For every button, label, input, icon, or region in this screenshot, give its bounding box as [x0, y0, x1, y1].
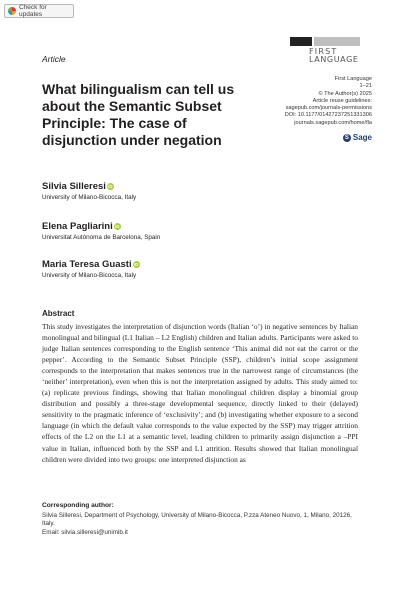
page-range: 1–21	[359, 83, 372, 90]
article-title: What bilingualism can tell us about the Semantic Subset Principle: The case of disjunction under negation	[42, 81, 235, 148]
reuse-link[interactable]: sagepub.com/journals-permissions	[285, 105, 372, 112]
author-2	[42, 221, 160, 241]
logo-line2: LANGUAGE	[309, 55, 359, 64]
publisher-name: Sage	[352, 133, 372, 142]
sage-icon: S	[344, 134, 349, 141]
author-name: Maria Teresa Guasti	[42, 259, 132, 270]
orcid-icon[interactable]: iD	[115, 224, 120, 229]
reuse-label: Article reuse guidelines:	[312, 97, 372, 104]
author-affiliation: University of Milano-Bicocca, Italy	[42, 272, 137, 279]
author-affiliation: Universitat Autònoma de Barcelona, Spain	[42, 234, 161, 241]
abstract-text: This study investigates the interpretation of disjunction words (Italian ‘o’) in negative sentences by Italian monolingual and bilingual (L1 Italian – L2 English) children and Italian adults. Participants were asked to judge Italian sentences corresponding to the English sentence ‘This animal did not eat the carrot or the pepper’. According to the Semantic Subset Principle (SSP), children’s initial scope assignment corresponds to the interpretation that makes sentences true in the narrowest range of circumstances (the ‘neither’ interpretation), even when this is not the interpretation assigned by adults. This study aimed to: (a) replicate previous findings, showing that Italian monolingual children display a binomial group distribution and possibly a three-stage developmental sequence, directly linked to their (delayed) sensitivity to the pragmatic inference of ‘exclusivity’; and (b) investigating whether exposure to a second language (in which the default value corresponds to the value expected by the SSP) may trigger attrition effects of the L2 on the L1 at a semantic level, leading children to primarily assign disjunction a –PPI value in Italian, influenced both by the SSP and L1 attrition. Results showed that Italian monolingual children were divided into two groups: one interpreted disjunction as	[42, 322, 358, 464]
author-name: Silvia Silleresi	[42, 181, 106, 192]
copyright: © The Author(s) 2025	[318, 90, 372, 97]
correspondence-details	[42, 512, 358, 537]
correspondence-address: Silvia Silleresi, Department of Psychology, University of Milano-Bicocca, P.zza Ateneo Nuovo, 1, Milano, 20126, Italy.	[42, 512, 352, 528]
journal-logo	[290, 37, 360, 63]
check-for-updates-badge[interactable]	[4, 4, 74, 18]
orcid-icon[interactable]: iD	[133, 262, 139, 267]
orcid-icon[interactable]: iD	[108, 184, 113, 189]
journal-name: First Language	[334, 76, 372, 82]
logo-light-bar	[314, 37, 360, 46]
author-affiliation: University of Milano-Bicocca, Italy	[42, 194, 137, 201]
check-for-updates-label: Check for updates	[19, 4, 47, 18]
article-type: Article	[42, 54, 66, 64]
logo-dark-bar	[290, 37, 312, 46]
abstract-heading: Abstract	[42, 309, 75, 318]
doi[interactable]: DOI: 10.1177/01427237251331306	[284, 112, 372, 119]
correspondence-heading: Corresponding author:	[42, 502, 114, 509]
correspondence-email[interactable]: Email: silvia.silleresi@unimib.it	[42, 528, 128, 536]
logo-line1: FIRST	[309, 47, 338, 56]
author-1	[42, 181, 136, 201]
author-name: Elena Pagliarini	[42, 221, 113, 232]
publisher-logo	[343, 133, 372, 142]
author-3	[42, 259, 140, 279]
journal-home-link[interactable]: journals.sagepub.com/home/fla	[294, 119, 372, 126]
update-icon	[8, 7, 16, 15]
